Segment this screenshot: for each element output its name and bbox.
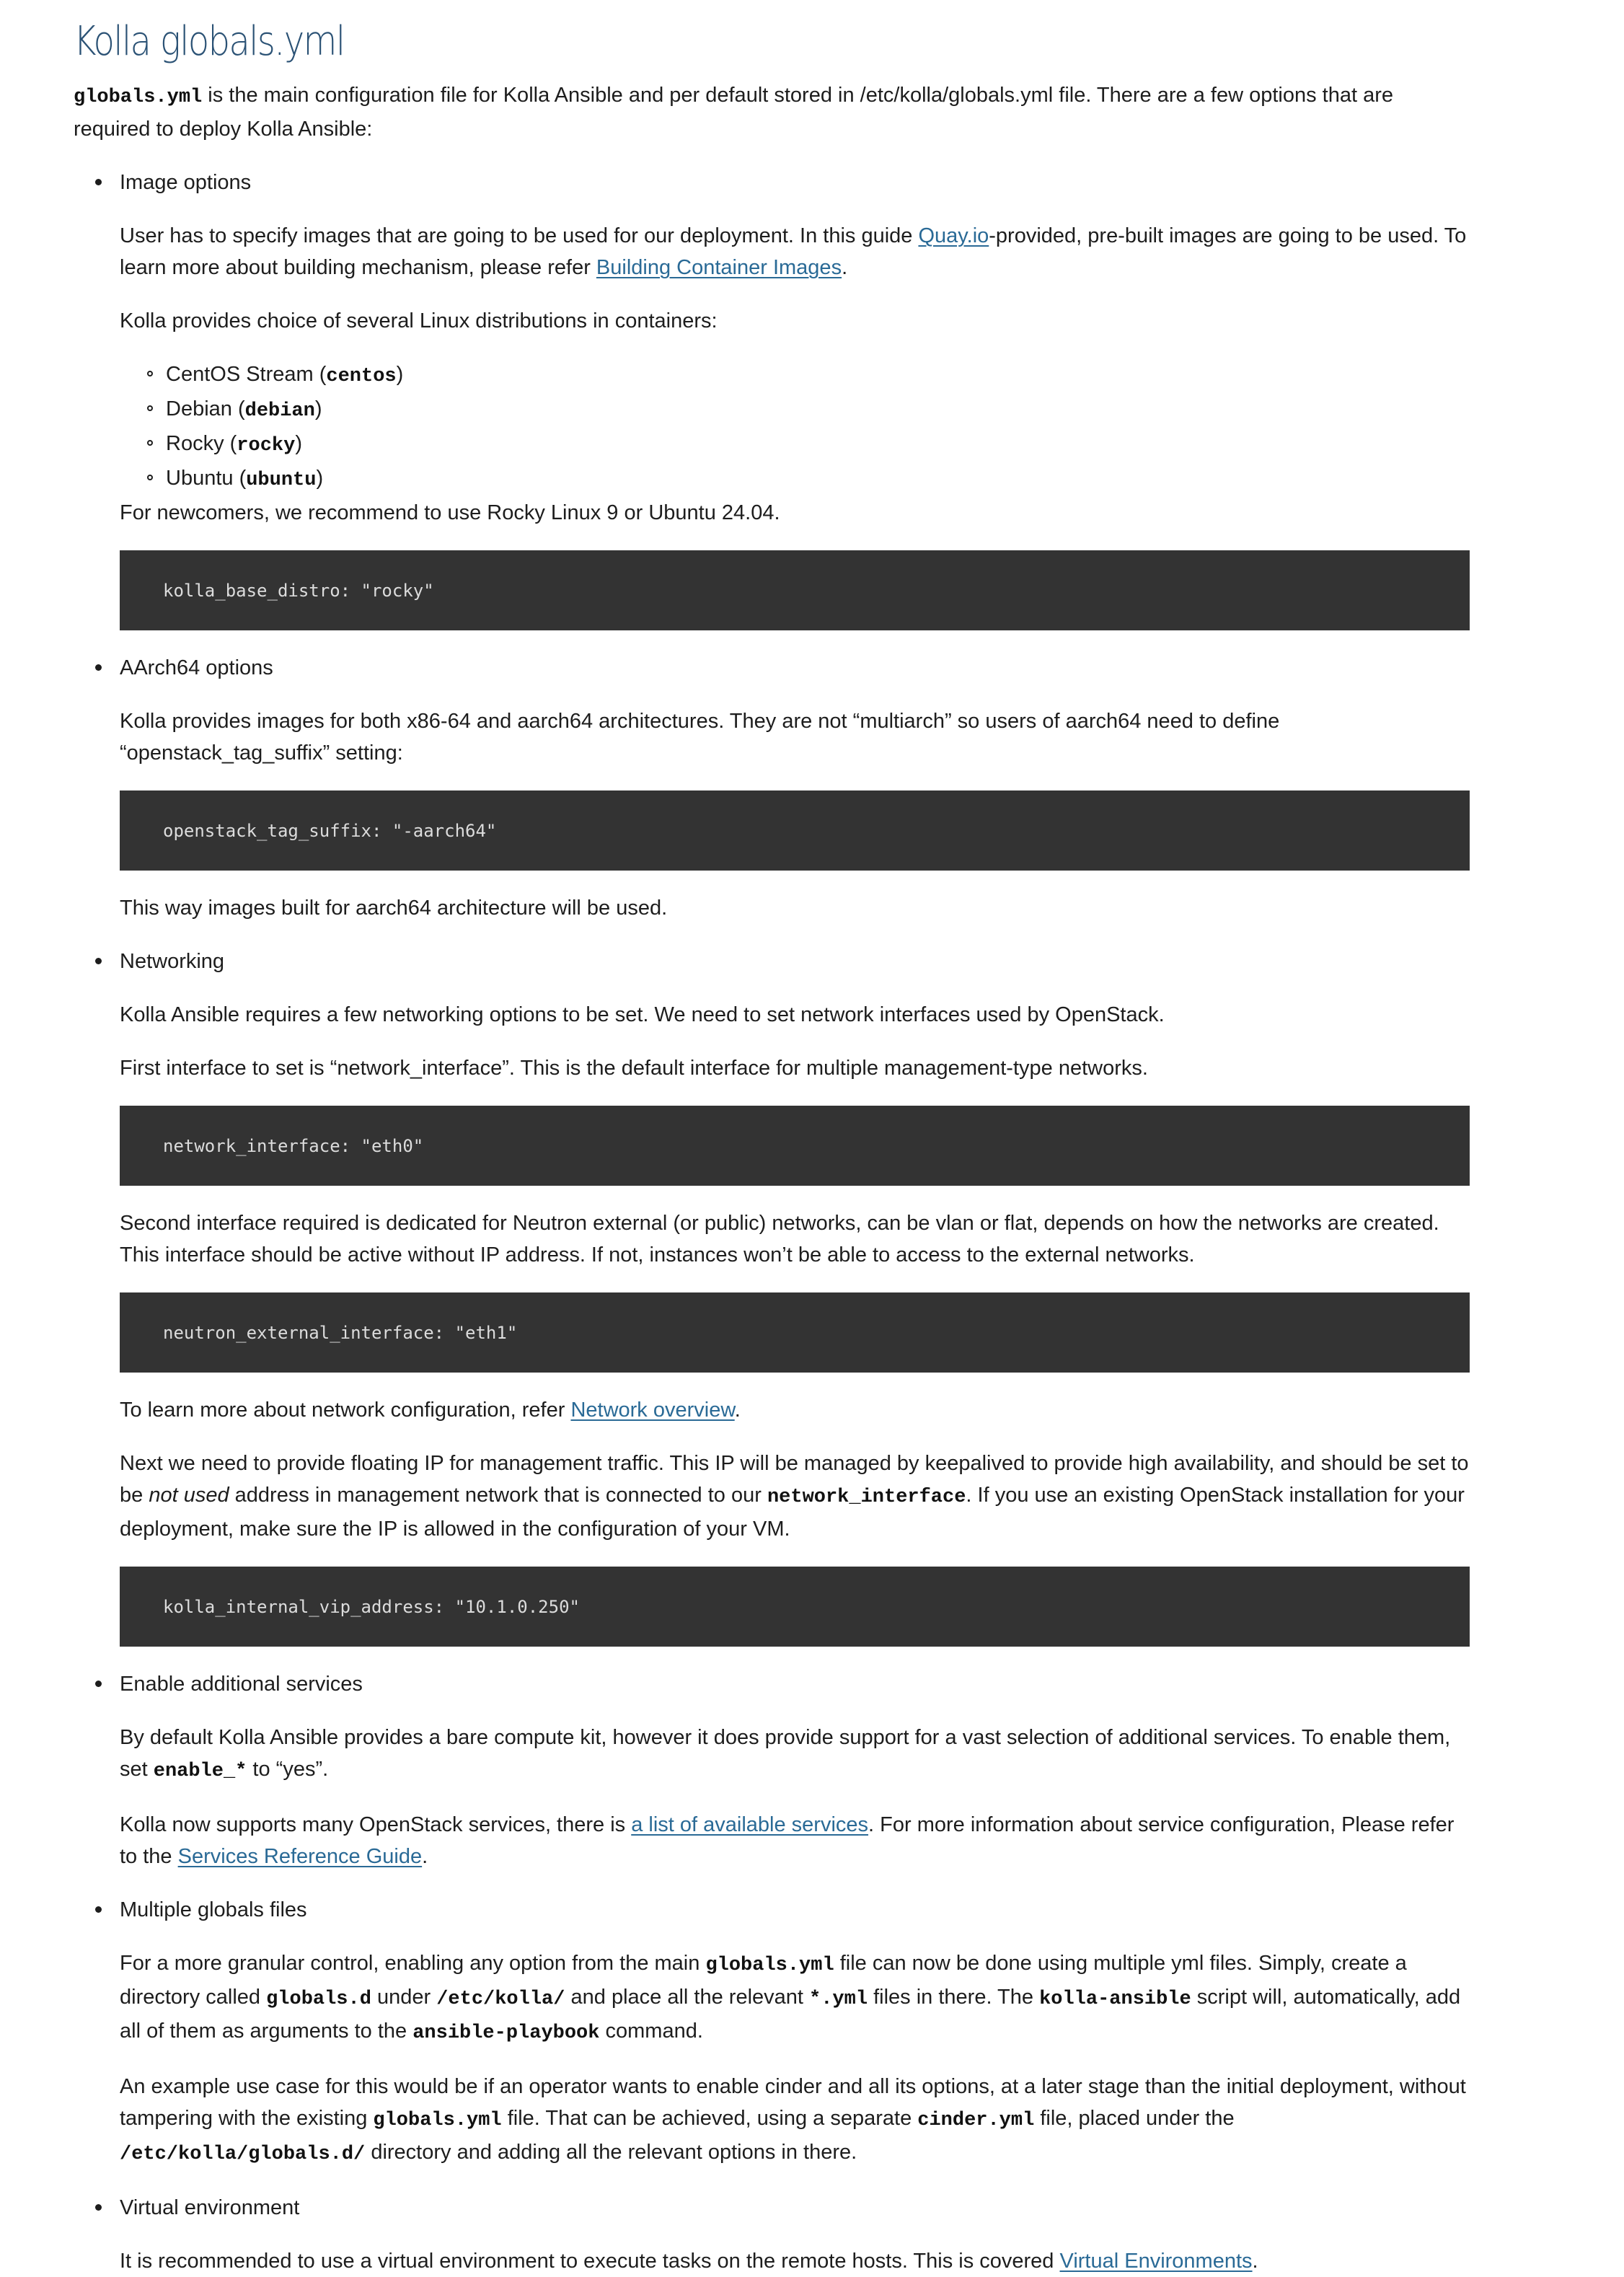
list-item-multiple-globals — [120, 1894, 1480, 2170]
item-title: Image options — [120, 171, 252, 194]
paragraph: Second interface required is dedicated for Neutron external (or public) networks, can be vlan or flat, depends on how the networks are created. This interface should be active without IP address. If not, instances won’t be able to access to the external networks. — [120, 1212, 1439, 1267]
paragraph: Kolla now supports many OpenStack services, there is a list of available services. For more information about service configuration, Please refer to the Services Reference Guide. — [120, 1813, 1455, 1868]
bullet-icon — [95, 664, 102, 671]
list-item-additional-services — [120, 1668, 1480, 1872]
code-block — [120, 1292, 1470, 1373]
item-title: Multiple globals files — [120, 1898, 307, 1921]
distro-item: Rocky (rocky) — [166, 428, 1480, 462]
distro-item: CentOS Stream (centos) — [166, 358, 1480, 392]
code-text: kolla_internal_vip_address: "10.1.0.250" — [163, 1596, 580, 1617]
item-title: AArch64 options — [120, 656, 273, 679]
paragraph: This way images built for aarch64 architecture will be used. — [120, 897, 668, 920]
paragraph: For newcomers, we recommend to use Rocky Linux 9 or Ubuntu 24.04. — [120, 501, 780, 524]
paragraph: For a more granular control, enabling any option from the main globals.yml file can now be done using multiple yml files. Simply, create a directory called globals.d under /etc/kolla/ and place all the relevant *.yml files in there. The kolla-ansible script will, automatically, add all of them as arguments to the ansible-playbook command. — [120, 1952, 1461, 2044]
code-block — [120, 1567, 1470, 1647]
list-item-aarch64-options — [120, 652, 1480, 924]
bullet-icon — [95, 1681, 102, 1687]
distro-item: Ubuntu (ubuntu) — [166, 462, 1480, 496]
distro-list — [120, 358, 1480, 496]
network-overview-link[interactable]: Network overview — [570, 1399, 735, 1422]
code-text: neutron_external_interface: "eth1" — [163, 1322, 518, 1343]
distro-item: Debian (debian) — [166, 393, 1480, 427]
item-title: Enable additional services — [120, 1673, 363, 1696]
bullet-icon — [95, 2204, 102, 2211]
available-services-link[interactable]: a list of available services — [631, 1813, 869, 1836]
inline-code: globals.yml — [74, 87, 203, 108]
paragraph: Kolla provides images for both x86-64 and aarch64 architectures. They are not “multiarch” so users of aarch64 need to define “openstack_tag_suffix” setting: — [120, 710, 1280, 765]
virtual-environments-link[interactable]: Virtual Environments — [1059, 2250, 1253, 2273]
list-item-virtual-environment — [120, 2192, 1480, 2277]
circle-bullet-icon — [147, 440, 153, 446]
code-text: kolla_base_distro: "rocky" — [163, 580, 434, 601]
item-title: Networking — [120, 950, 225, 973]
paragraph: First interface to set is “network_interface”. This is the default interface for multiple management-type networks. — [120, 1057, 1148, 1080]
paragraph: Kolla Ansible requires a few networking options to be set. We need to set network interfaces used by OpenStack. — [120, 1003, 1165, 1026]
services-reference-guide-link[interactable]: Services Reference Guide — [177, 1845, 423, 1868]
page-title: Kolla globals.yml — [74, 18, 345, 65]
paragraph: Kolla provides choice of several Linux distributions in containers: — [120, 309, 718, 332]
bullet-icon — [95, 958, 102, 964]
circle-bullet-icon — [147, 371, 153, 376]
paragraph: Next we need to provide floating IP for management traffic. This IP will be managed by keepalived to provide high availability, and should be set to be not used address in management network that is connected to our network_interface. If you use an existing OpenStack installation for your deployment, make sure the IP is allowed in the configuration of your VM. — [120, 1452, 1469, 1541]
building-container-images-link[interactable]: Building Container Images — [596, 256, 842, 279]
code-block — [120, 550, 1470, 630]
code-block — [120, 790, 1470, 871]
code-text: openstack_tag_suffix: "-aarch64" — [163, 820, 497, 841]
circle-bullet-icon — [147, 405, 153, 411]
code-text: network_interface: "eth0" — [163, 1135, 424, 1156]
bullet-icon — [95, 1906, 102, 1913]
paragraph: To learn more about network configuration, refer Network overview. — [120, 1399, 741, 1422]
quay-link[interactable]: Quay.io — [918, 224, 989, 247]
paragraph: It is recommended to use a virtual environment to execute tasks on the remote hosts. This is covered Virtual Environments. — [120, 2250, 1258, 2273]
paragraph: User has to specify images that are going to be used for our deployment. In this guide Quay.io-provided, pre-built images are going to be used. To learn more about building mechanism, please refer Building Container Images. — [120, 224, 1467, 279]
paragraph: By default Kolla Ansible provides a bare compute kit, however it does provide support for a vast selection of additional services. To enable them, set enable_* to “yes”. — [120, 1726, 1451, 1782]
item-title: Virtual environment — [120, 2196, 300, 2219]
code-block — [120, 1106, 1470, 1186]
circle-bullet-icon — [147, 475, 153, 480]
list-item-networking — [120, 946, 1480, 1647]
options-list — [74, 167, 1480, 2277]
list-item-image-options — [120, 167, 1480, 630]
paragraph: An example use case for this would be if an operator wants to enable cinder and all its options, at a later stage than the initial deployment, without tampering with the existing globals.yml file. That can be achieved, using a separate cinder.yml file, placed under the /etc/kolla/globals.d/ directory and adding all the relevant options in there. — [120, 2075, 1466, 2165]
intro-paragraph: globals.yml is the main configuration file for Kolla Ansible and per default stored in /etc/kolla/globals.yml file. There are a few options that are required to deploy Kolla Ansible: — [74, 84, 1394, 141]
bullet-icon — [95, 179, 102, 185]
